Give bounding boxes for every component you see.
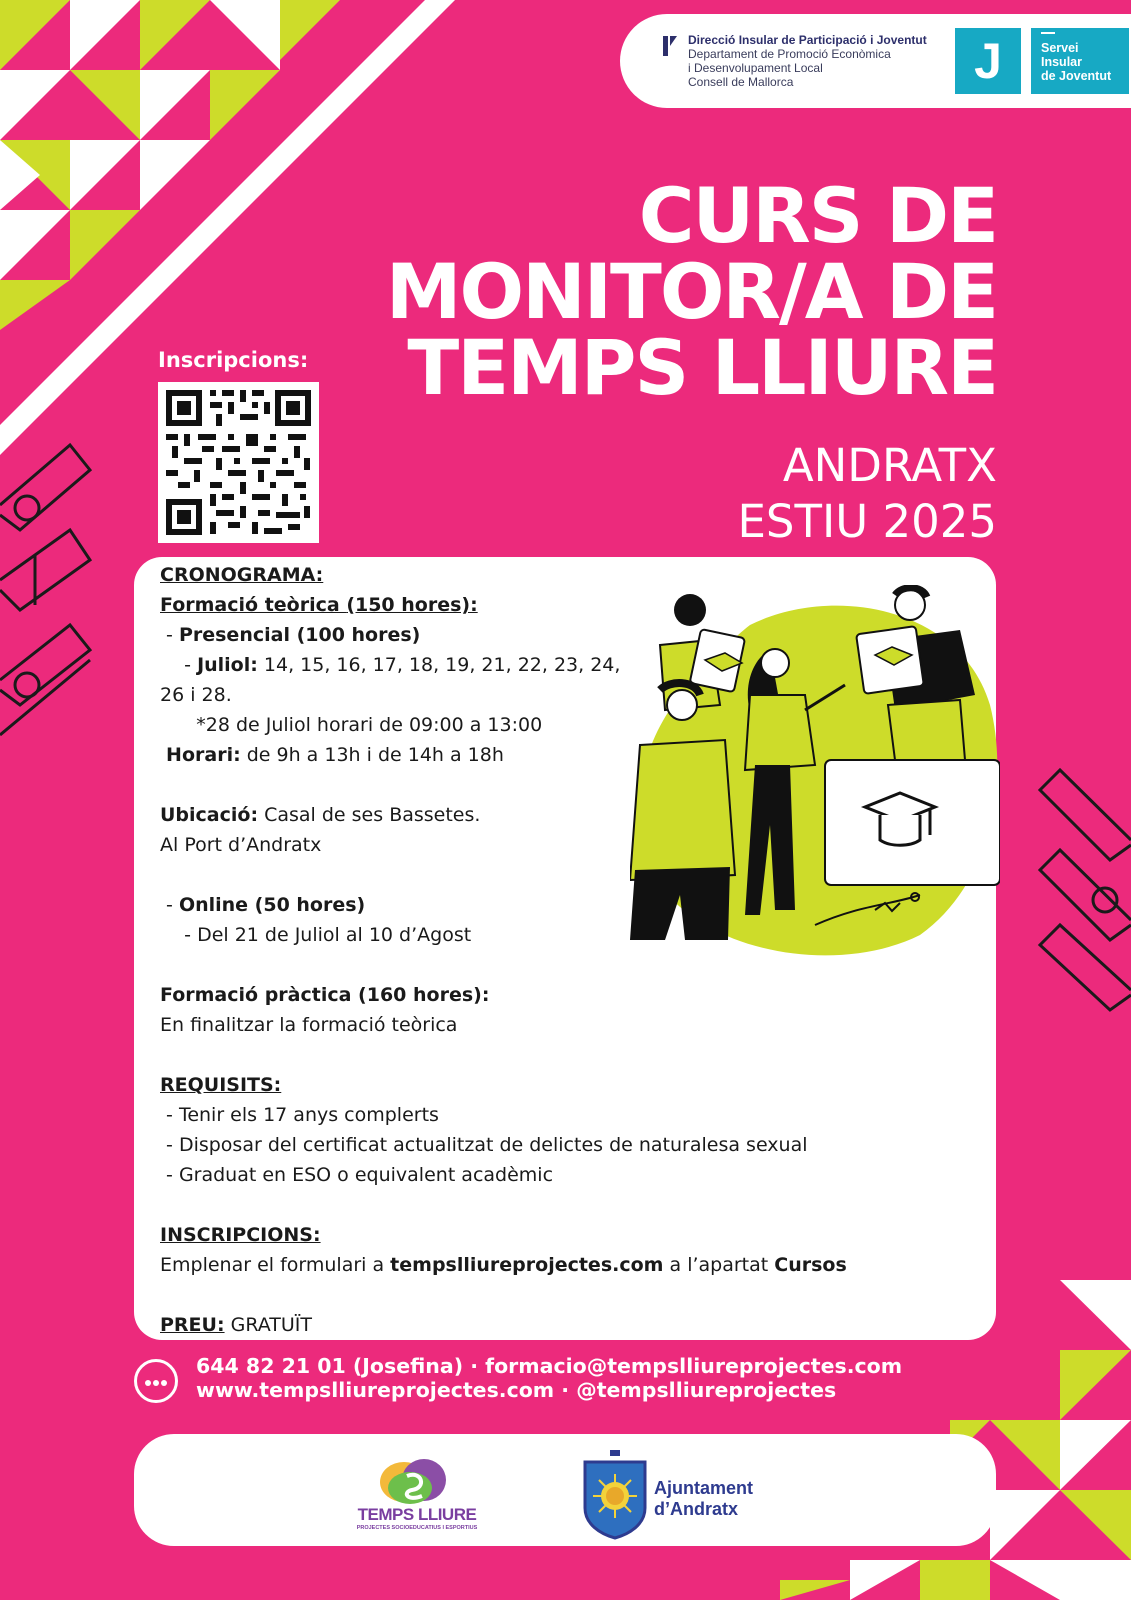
- logo-dash: [1041, 32, 1055, 34]
- servei-line: Servei: [1041, 41, 1079, 55]
- requisit-item: Disposar del certificat actualitzat de delictes de naturalesa sexual: [178, 1134, 808, 1156]
- servei-line: Insular: [1041, 55, 1082, 69]
- course-subtitle: [497, 438, 997, 550]
- horari-label: Horari:: [166, 744, 241, 766]
- consell-mallorca-text: [688, 33, 938, 89]
- horari-value: de 9h a 13h i de 14h a 18h: [240, 744, 504, 766]
- inscripcions-text: Emplenar el formulari a: [160, 1254, 391, 1276]
- temps-lliure-name: TEMPS LLIURE: [357, 1505, 477, 1524]
- dot: [161, 1380, 167, 1386]
- insular-line: Departament de Promoció Econòmica: [688, 47, 891, 61]
- ubicacio-label: Ubicació:: [160, 804, 259, 826]
- cursos-section: Cursos: [774, 1254, 847, 1276]
- ubicacio-line2: Al Port d’Andratx: [160, 834, 322, 856]
- presencial-heading: Presencial (100 hores): [178, 624, 421, 646]
- ajuntament-line: d’Andratx: [654, 1499, 739, 1519]
- ubicacio-value: Casal de ses Bassetes.: [258, 804, 481, 826]
- dot: [145, 1380, 151, 1386]
- inscripcions-heading: INSCRIPCIONS:: [160, 1224, 321, 1246]
- inscription-qr-label: Inscripcions:: [158, 348, 309, 372]
- requisits-heading: REQUISITS:: [160, 1074, 282, 1096]
- practica-value: En finalitzar la formació teòrica: [160, 1014, 458, 1036]
- preu-value: GRATUÏT: [224, 1314, 313, 1336]
- teorica-hours: (150 hores):: [346, 594, 478, 616]
- left-outline-decoration: [0, 445, 90, 735]
- dot: [153, 1380, 159, 1386]
- cronograma-heading: CRONOGRAMA:: [160, 564, 324, 586]
- right-outline-decoration: [1040, 770, 1131, 1010]
- more-icon: [134, 1359, 178, 1403]
- inscription-qr-code[interactable]: [158, 382, 319, 543]
- juliol-note: *28 de Juliol horari de 09:00 a 13:00: [196, 714, 543, 736]
- contact-info: [196, 1354, 902, 1402]
- title-line: CURS DE: [638, 171, 997, 260]
- online-dates: Del 21 de Juliol al 10 d’Agost: [197, 924, 472, 946]
- title-line: TEMPS LLIURE: [407, 323, 997, 412]
- juliol-label: Juliol:: [197, 654, 258, 676]
- location-text: ANDRATX: [782, 439, 997, 492]
- ajuntament-line: Ajuntament: [654, 1478, 753, 1498]
- consell-logo-icon: [663, 36, 677, 56]
- contact-phone-email[interactable]: 644 82 21 01 (Josefina) · formacio@tempslliureprojectes.com: [196, 1354, 903, 1378]
- practica-heading: Formació pràctica (160 hores):: [160, 984, 490, 1006]
- online-heading: Online (50 hores): [178, 894, 366, 916]
- season-text: ESTIU 2025: [737, 495, 997, 548]
- juliol-days-continued: 26 i 28.: [160, 684, 232, 706]
- joventut-j-logo: J: [955, 28, 1021, 94]
- requisit-item: Graduat en ESO o equivalent acadèmic: [178, 1164, 554, 1186]
- insular-line: Direcció Insular de Participació i Joventut: [688, 33, 927, 47]
- insular-line: Consell de Mallorca: [688, 75, 794, 89]
- temps-lliure-tagline: PROJECTES SOCIOEDUCATIUS I ESPORTIUS: [356, 1525, 478, 1531]
- footer-card: [134, 1434, 996, 1546]
- insular-line: i Desenvolupament Local: [688, 61, 823, 75]
- inscripcions-text-2: a l’apartat: [663, 1254, 775, 1276]
- contact-web-social[interactable]: www.tempslliureprojectes.com · @tempslliureprojectes: [196, 1378, 837, 1402]
- servei-insular-joventut-logo: [1031, 28, 1129, 94]
- juliol-days: 14, 15, 16, 17, 18, 19, 21, 22, 23, 24,: [257, 654, 621, 676]
- servei-line: de Joventut: [1041, 69, 1112, 83]
- ajuntament-andratx-text: [654, 1478, 753, 1520]
- preu-label: PREU:: [160, 1314, 225, 1336]
- course-title: [297, 171, 997, 412]
- andratx-shield-icon: [580, 1448, 650, 1540]
- requisit-item: Tenir els 17 anys complerts: [178, 1104, 439, 1126]
- course-details: CRONOGRAMA: Formació teòrica (150 hores): - Presencial (100 hores) - Juliol: 14, 15, 16, 17, 18, 19, 21, 22, 23, 24, 26 i 28. *28 de Juliol horari de 09:00 a 13:00 Horari: de 9h a 13h i de 14h a 18h Ubicació: Casal de ses Bassetes. Al Port d’Andratx - Online (50 hores) - Del 21 de Juliol al 10 d’Agost Formació pràctica (160 hores): En finalitzar la formació teòrica REQUISITS: - Tenir els 17 anys complerts - Disposar del certificat actualitzat de delictes de naturalesa sexual - Graduat en ESO o equivalent acadèmic INSCRIPCIONS: Emplenar el formulari a tempslliureprojectes.com a l’apartat Cursos PREU: GRATUÏT: [160, 564, 847, 1336]
- inscripcions-website-link[interactable]: tempslliureprojectes.com: [390, 1254, 664, 1276]
- title-line: MONITOR/A DE: [385, 247, 997, 336]
- teorica-heading: Formació teòrica: [160, 594, 347, 616]
